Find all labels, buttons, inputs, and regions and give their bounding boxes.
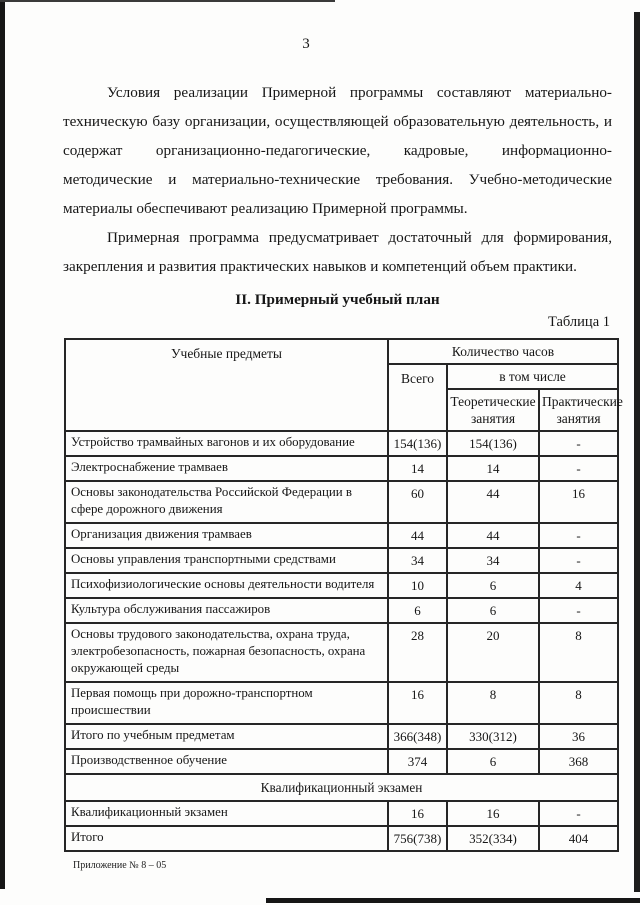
curriculum-table-head xyxy=(65,339,623,431)
header-including: в том числе xyxy=(447,364,618,389)
cell-practice-hours: - xyxy=(539,548,618,573)
section-title: II. Примерный учебный план xyxy=(235,291,440,308)
table-caption: Таблица 1 xyxy=(547,314,610,330)
header-practice: Практические занятия xyxy=(539,389,618,431)
scan-edge-left xyxy=(0,0,5,889)
cell-theory-hours: 16 xyxy=(447,801,539,826)
cell-theory-hours: 154(136) xyxy=(447,431,539,456)
cell-total-hours: 374 xyxy=(388,749,447,774)
table-row xyxy=(65,481,618,523)
table-section-row xyxy=(65,774,618,801)
table-row xyxy=(65,573,618,598)
curriculum-table xyxy=(64,338,623,852)
cell-total-hours: 16 xyxy=(388,801,447,826)
cell-practice-hours: 404 xyxy=(539,826,618,851)
cell-practice-hours: 8 xyxy=(539,623,618,682)
cell-subject: Культура обслуживания пассажиров xyxy=(65,598,388,623)
cell-practice-hours: - xyxy=(539,801,618,826)
cell-practice-hours: 8 xyxy=(539,682,618,724)
cell-subject: Электроснабжение трамваев xyxy=(65,456,388,481)
page-number: 3 xyxy=(302,36,310,52)
cell-subject: Основы законодательства Российской Федерации в сфере дорожного движения xyxy=(65,481,388,523)
document-content xyxy=(63,78,623,852)
cell-total-hours: 366(348) xyxy=(388,724,447,749)
table-row xyxy=(65,724,618,749)
cell-total-hours: 6 xyxy=(388,598,447,623)
cell-theory-hours: 352(334) xyxy=(447,826,539,851)
cell-subject: Устройство трамвайных вагонов и их оборудование xyxy=(65,431,388,456)
cell-practice-hours: - xyxy=(539,598,618,623)
cell-total-hours: 34 xyxy=(388,548,447,573)
cell-subject: Первая помощь при дорожно-транспортном происшествии xyxy=(65,682,388,724)
cell-theory-hours: 14 xyxy=(447,456,539,481)
cell-practice-hours: 36 xyxy=(539,724,618,749)
table-row xyxy=(65,456,618,481)
cell-theory-hours: 6 xyxy=(447,598,539,623)
cell-theory-hours: 6 xyxy=(447,749,539,774)
paragraph-implementation-conditions: Условия реализации Примерной программы составляют материально-техническую базу организации, осуществляющей образовательную деятельность, и содержат организационно-педагогические, кадровые, информационно-методические и материально-технические требования. Учебно-методические материалы обеспечивают реализацию Примерной программы. xyxy=(63,84,612,217)
cell-total-hours: 756(738) xyxy=(388,826,447,851)
cell-subject: Производственное обучение xyxy=(65,749,388,774)
header-hours: Количество часов xyxy=(388,339,618,364)
cell-theory-hours: 34 xyxy=(447,548,539,573)
cell-theory-hours: 44 xyxy=(447,523,539,548)
scan-edge-bottom xyxy=(266,898,640,903)
cell-subject: Квалификационный экзамен xyxy=(65,801,388,826)
cell-theory-hours: 20 xyxy=(447,623,539,682)
cell-theory-hours: 330(312) xyxy=(447,724,539,749)
curriculum-table-body xyxy=(65,431,618,851)
cell-practice-hours: - xyxy=(539,431,618,456)
paragraph-practice-volume: Примерная программа предусматривает достаточный для формирования, закрепления и развития практических навыков и компетенций объем практики. xyxy=(63,229,612,275)
table-row xyxy=(65,826,618,851)
scan-edge-top xyxy=(0,0,335,2)
scan-edge-right xyxy=(634,12,640,892)
table-row xyxy=(65,523,618,548)
header-theory: Теоретические занятия xyxy=(447,389,539,431)
table-row xyxy=(65,749,618,774)
cell-subject: Итого по учебным предметам xyxy=(65,724,388,749)
cell-subject: Психофизиологические основы деятельности водителя xyxy=(65,573,388,598)
cell-practice-hours: 16 xyxy=(539,481,618,523)
table-row xyxy=(65,801,618,826)
cell-total-hours: 154(136) xyxy=(388,431,447,456)
cell-practice-hours: 368 xyxy=(539,749,618,774)
cell-subject: Основы трудового законодательства, охрана труда, электробезопасность, пожарная безопасность, охрана окружающей среды xyxy=(65,623,388,682)
cell-total-hours: 44 xyxy=(388,523,447,548)
header-total: Всего xyxy=(388,364,447,431)
table-row xyxy=(65,548,618,573)
cell-practice-hours: - xyxy=(539,456,618,481)
table-row xyxy=(65,682,618,724)
table-section-label: Квалификационный экзамен xyxy=(65,774,618,801)
cell-total-hours: 60 xyxy=(388,481,447,523)
cell-practice-hours: - xyxy=(539,523,618,548)
cell-subject: Организация движения трамваев xyxy=(65,523,388,548)
footer-annotation: Приложение № 8 – 05 xyxy=(73,860,167,871)
table-row xyxy=(65,623,618,682)
cell-theory-hours: 6 xyxy=(447,573,539,598)
table-row xyxy=(65,431,618,456)
cell-total-hours: 10 xyxy=(388,573,447,598)
cell-theory-hours: 44 xyxy=(447,481,539,523)
cell-theory-hours: 8 xyxy=(447,682,539,724)
cell-subject: Итого xyxy=(65,826,388,851)
cell-practice-hours: 4 xyxy=(539,573,618,598)
cell-total-hours: 14 xyxy=(388,456,447,481)
cell-subject: Основы управления транспортными средствами xyxy=(65,548,388,573)
table-row xyxy=(65,598,618,623)
header-subjects: Учебные предметы xyxy=(65,339,388,431)
header-row-1 xyxy=(65,339,618,364)
cell-total-hours: 28 xyxy=(388,623,447,682)
cell-total-hours: 16 xyxy=(388,682,447,724)
